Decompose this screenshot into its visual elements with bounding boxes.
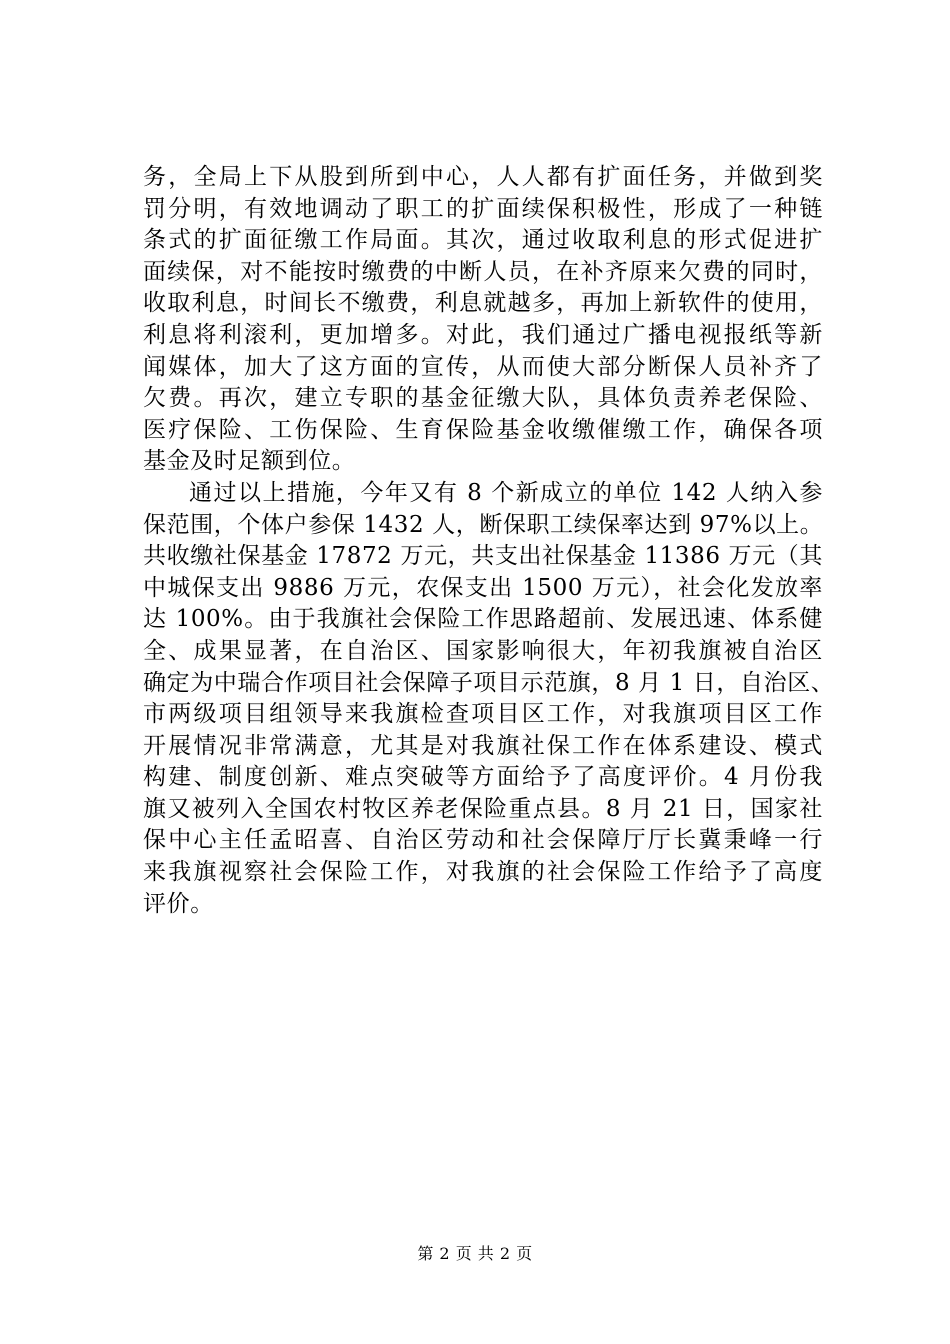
- body-line: 利息将利滚利，更加增多。对此，我们通过广播电视报纸等新: [143, 321, 823, 348]
- body-line: 闻媒体，加大了这方面的宣传，从而使大部分断保人员补齐了: [143, 353, 823, 380]
- body-line: 构建、制度创新、难点突破等方面给予了高度评价。4 月份我: [143, 764, 823, 791]
- paragraph-start-line: 通过以上措施，今年又有 8 个新成立的单位 142 人纳入参: [189, 479, 823, 506]
- paragraph-end-line: 基金及时足额到位。: [143, 448, 356, 475]
- body-line: 面续保，对不能按时缴费的中断人员，在补齐原来欠费的同时，: [143, 258, 823, 285]
- body-line: 保范围，个体户参保 1432 人，断保职工续保率达到 97%以上。: [143, 511, 824, 538]
- body-line: 中城保支出 9886 万元，农保支出 1500 万元），社会化发放率: [143, 574, 823, 601]
- body-line: 市两级项目组领导来我旗检查项目区工作，对我旗项目区工作: [143, 701, 823, 728]
- body-line: 来我旗视察社会保险工作，对我旗的社会保险工作给予了高度: [143, 859, 823, 886]
- body-line: 开展情况非常满意，尤其是对我旗社保工作在体系建设、模式: [143, 732, 823, 759]
- body-line: 确定为中瑞合作项目社会保障子项目示范旗，8 月 1 日，自治区、: [143, 669, 835, 696]
- body-line: 务，全局上下从股到所到中心，人人都有扩面任务，并做到奖: [143, 164, 823, 190]
- body-line: 旗又被列入全国农村牧区养老保险重点县。8 月 21 日，国家社: [143, 795, 823, 822]
- body-line: 条式的扩面征缴工作局面。其次，通过收取利息的形式促进扩: [143, 227, 823, 254]
- body-line: 全、成果显著，在自治区、国家影响很大，年初我旗被自治区: [143, 637, 823, 664]
- page-number-footer: 第 2 页 共 2 页: [417, 1244, 533, 1263]
- body-line: 达 100%。由于我旗社会保险工作思路超前、发展迅速、体系健: [143, 606, 823, 633]
- document-body: [143, 162, 835, 920]
- body-line: 保中心主任孟昭喜、自治区劳动和社会保障厅厅长冀秉峰一行: [143, 827, 823, 854]
- body-line: 欠费。再次，建立专职的基金征缴大队，具体负责养老保险、: [143, 385, 823, 412]
- paragraph-end-line: 评价。: [143, 890, 214, 917]
- body-line: 医疗保险、工伤保险、生育保险基金收缴催缴工作，确保各项: [143, 416, 823, 443]
- body-line: 收取利息，时间长不缴费，利息就越多，再加上新软件的使用，: [143, 290, 823, 317]
- body-line: 共收缴社保基金 17872 万元，共支出社保基金 11386 万元（其: [143, 543, 823, 570]
- body-line: 罚分明，有效地调动了职工的扩面续保积极性，形成了一种链: [143, 195, 823, 222]
